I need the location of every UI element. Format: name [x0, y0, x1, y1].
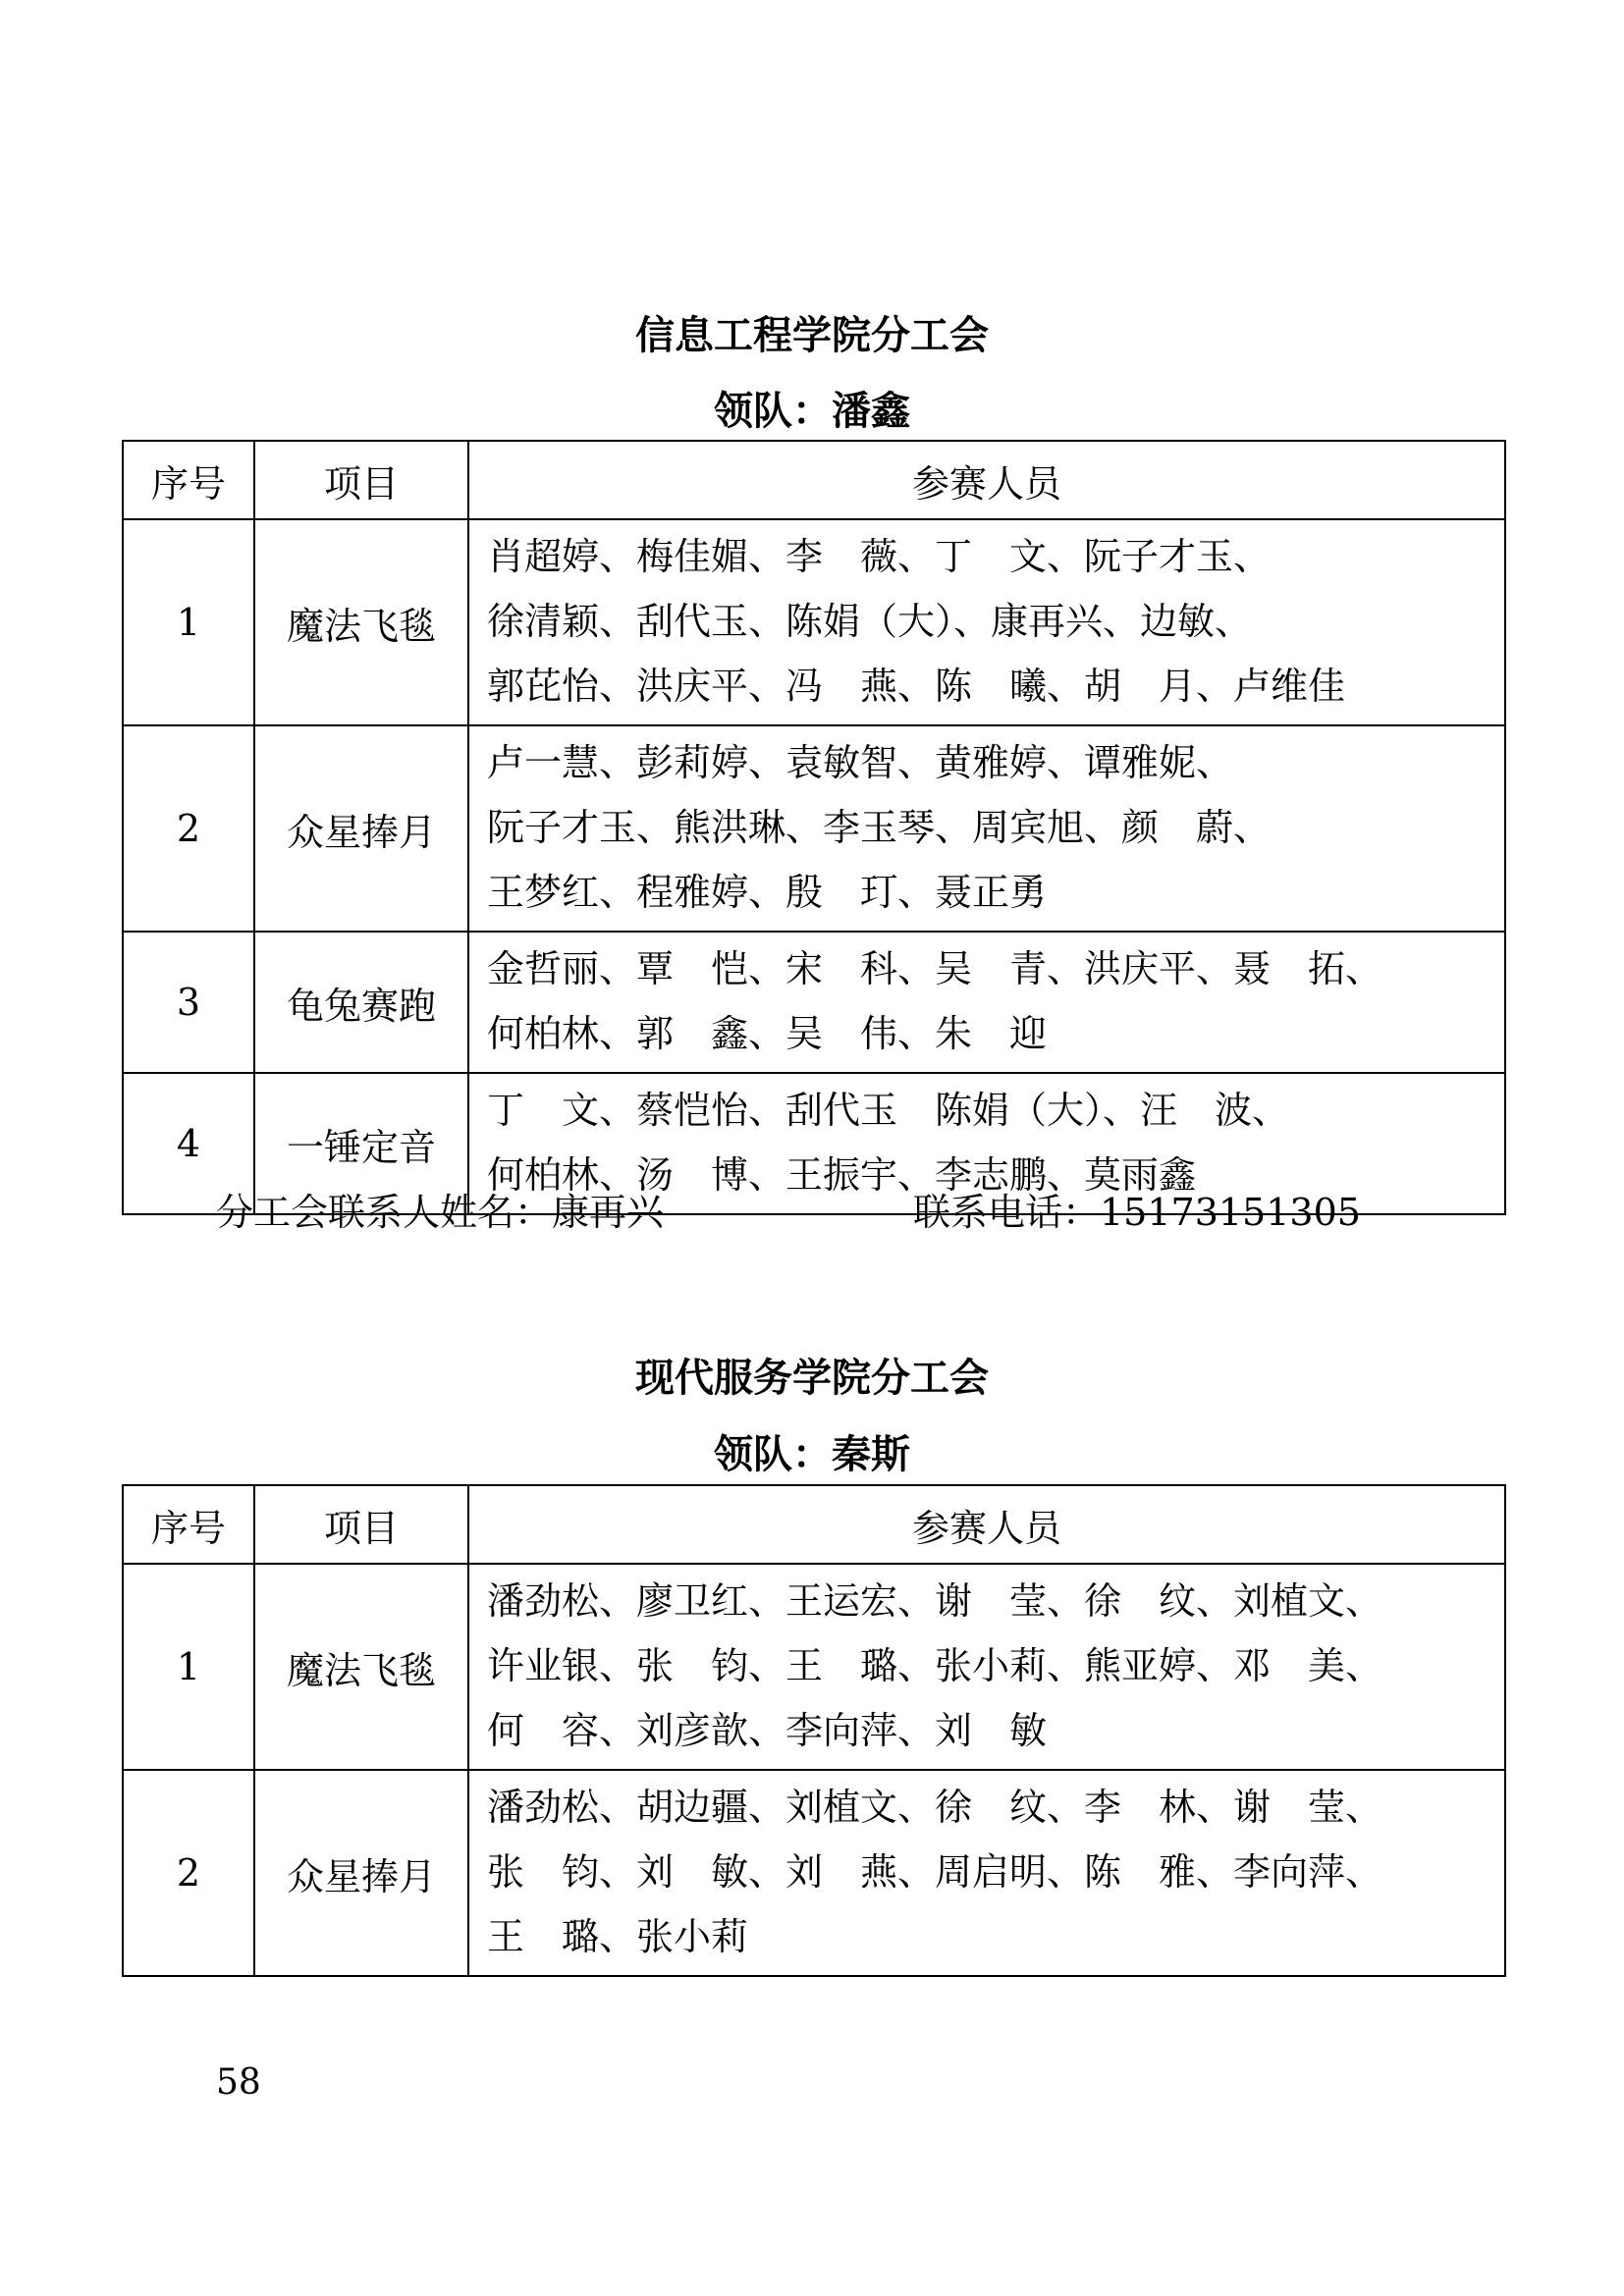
table-row [123, 725, 1505, 932]
row-item: 龟兔赛跑 [254, 932, 468, 1073]
participant-line: 丁 文、蔡恺怡、刮代玉 陈娟（大）、汪 波、 [487, 1089, 1290, 1132]
row-no: 2 [123, 725, 254, 932]
participant-line: 何 容、刘彦歆、李向萍、刘 敏 [487, 1709, 1048, 1752]
header-no: 序号 [123, 1485, 254, 1564]
row-no: 1 [123, 519, 254, 725]
participant-line: 郭芘怡、洪庆平、冯 燕、陈 曦、胡 月、卢维佳 [487, 665, 1346, 708]
table-row [123, 1564, 1505, 1770]
row-item: 众星捧月 [254, 1770, 468, 1976]
row-no: 4 [123, 1073, 254, 1214]
table-header-row [123, 441, 1505, 519]
participant-line: 肖超婷、梅佳媚、李 薇、丁 文、阮子才玉、 [487, 535, 1272, 578]
participant-line: 何柏林、汤 博、王振宇、李志鹏、莫雨鑫 [487, 1153, 1197, 1197]
participant-line: 张 钧、刘 敏、刘 燕、周启明、陈 雅、李向萍、 [487, 1850, 1383, 1894]
participant-line: 金哲丽、覃 恺、宋 科、吴 青、洪庆平、聂 拓、 [487, 947, 1383, 990]
section-2-title: 现代服务学院分工会 [635, 1356, 989, 1401]
participant-line: 王 璐、张小莉 [487, 1915, 749, 1958]
participant-line: 徐清颖、刮代玉、陈娟（大）、康再兴、边敏、 [487, 600, 1253, 643]
header-item: 项目 [254, 1485, 468, 1564]
row-item: 魔法飞毯 [254, 1564, 468, 1770]
row-participants [468, 932, 1505, 1073]
participant-line: 卢一慧、彭莉婷、袁敏智、黄雅婷、谭雅妮、 [487, 741, 1234, 784]
row-item: 一锤定音 [254, 1073, 468, 1214]
header-item: 项目 [254, 441, 468, 519]
contact-phone: 联系电话：15173151305 [913, 1191, 1361, 1234]
table-header-row [123, 1485, 1505, 1564]
table-row [123, 519, 1505, 725]
participant-line: 潘劲松、胡边疆、刘植文、徐 纹、李 林、谢 莹、 [487, 1786, 1383, 1829]
contact-name: 分工会联系人姓名：康再兴 [216, 1191, 665, 1234]
participant-line: 潘劲松、廖卫红、王运宏、谢 莹、徐 纹、刘植文、 [487, 1579, 1383, 1623]
header-participants: 参赛人员 [468, 1485, 1505, 1564]
row-item: 众星捧月 [254, 725, 468, 932]
table-row [123, 1770, 1505, 1976]
row-participants [468, 1564, 1505, 1770]
header-participants: 参赛人员 [468, 441, 1505, 519]
section-1-leader: 领队：潘鑫 [714, 389, 910, 434]
row-participants [468, 725, 1505, 932]
section-1-table [122, 440, 1506, 1215]
page-number: 58 [216, 2062, 261, 2103]
participant-line: 何柏林、郭 鑫、吴 伟、朱 迎 [487, 1012, 1048, 1055]
section-2-leader: 领队：秦斯 [714, 1432, 910, 1477]
section-2-table [122, 1484, 1506, 1977]
participant-line: 阮子才玉、熊洪琳、李玉琴、周宾旭、颜 蔚、 [487, 806, 1272, 849]
section-1-title: 信息工程学院分工会 [635, 313, 989, 358]
header-no: 序号 [123, 441, 254, 519]
row-participants [468, 519, 1505, 725]
table-row [123, 932, 1505, 1073]
participant-line: 王梦红、程雅婷、殷 玎、聂正勇 [487, 871, 1048, 914]
row-no: 2 [123, 1770, 254, 1976]
row-participants [468, 1770, 1505, 1976]
row-item: 魔法飞毯 [254, 519, 468, 725]
row-no: 1 [123, 1564, 254, 1770]
row-no: 3 [123, 932, 254, 1073]
participant-line: 许业银、张 钧、王 璐、张小莉、熊亚婷、邓 美、 [487, 1644, 1383, 1687]
